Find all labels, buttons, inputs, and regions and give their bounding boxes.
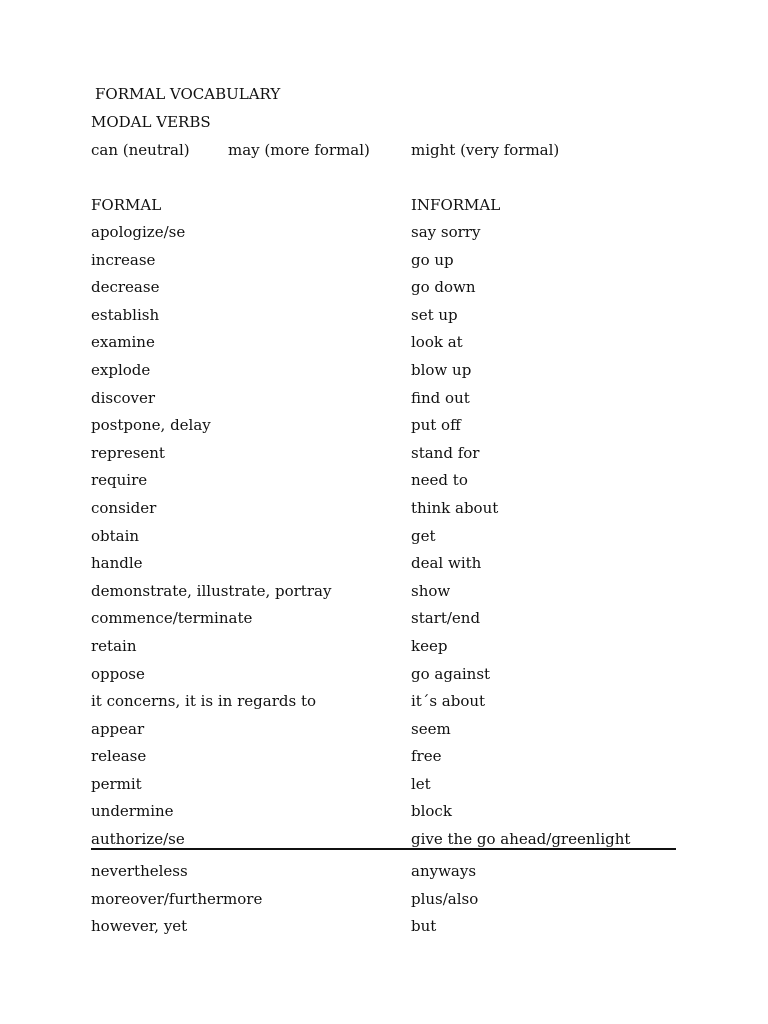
formal-term: increase (91, 250, 156, 269)
vocabulary-row (0, 916, 768, 944)
vocabulary-row (0, 415, 768, 443)
informal-term: keep (411, 636, 448, 655)
vocabulary-row (0, 664, 768, 692)
formal-term: handle (91, 554, 143, 573)
vocabulary-row (0, 360, 768, 388)
informal-term: go against (411, 664, 491, 683)
informal-term: set up (411, 305, 458, 324)
formal-term: oppose (91, 664, 145, 683)
modal-verbs-heading: MODAL VERBS (91, 113, 211, 131)
formal-term: however, yet (91, 917, 188, 936)
formal-term: nevertheless (91, 862, 188, 880)
document-title: FORMAL VOCABULARY (95, 85, 281, 103)
formal-term: discover (91, 388, 156, 407)
informal-column-header: INFORMAL (411, 196, 501, 214)
formal-term: obtain (91, 526, 140, 545)
informal-term: plus/also (411, 889, 479, 908)
informal-term: but (411, 917, 437, 936)
vocabulary-row (0, 332, 768, 360)
informal-term: start/end (411, 609, 481, 628)
informal-term: get (411, 526, 436, 545)
formal-term: commence/terminate (91, 609, 253, 628)
formal-term: authorize/se (91, 830, 185, 849)
column-headers (0, 195, 768, 215)
vocabulary-row (0, 719, 768, 747)
vocabulary-row (0, 553, 768, 581)
formal-term: it concerns, it is in regards to (91, 692, 316, 711)
formal-term: decrease (91, 278, 160, 297)
informal-term: seem (411, 719, 451, 738)
vocabulary-row (0, 774, 768, 802)
vocabulary-row (0, 305, 768, 333)
informal-term: block (411, 802, 452, 821)
informal-term: give the go ahead/greenlight (411, 830, 631, 849)
formal-term: represent (91, 443, 165, 462)
formal-term: undermine (91, 802, 174, 821)
formal-term: postpone, delay (91, 416, 211, 435)
vocabulary-row (0, 636, 768, 664)
vocabulary-row (0, 746, 768, 774)
vocabulary-row (0, 222, 768, 250)
vocabulary-row (0, 470, 768, 498)
vocabulary-row (0, 829, 768, 857)
vocabulary-row (0, 443, 768, 471)
formal-column-header: FORMAL (91, 196, 162, 214)
formal-term: require (91, 471, 148, 490)
informal-term: say sorry (411, 223, 481, 241)
informal-term: put off (411, 416, 461, 435)
formal-term: permit (91, 774, 142, 793)
modal-verb-very-formal: might (very formal) (411, 141, 560, 159)
informal-term: look at (411, 333, 463, 352)
formal-term: appear (91, 719, 145, 738)
divider-line (91, 848, 676, 850)
formal-term: demonstrate, illustrate, portray (91, 581, 332, 600)
modal-verbs-row (0, 140, 768, 160)
informal-term: it´s about (411, 692, 486, 711)
formal-term: consider (91, 498, 157, 517)
vocabulary-row (0, 250, 768, 278)
vocabulary-row (0, 861, 768, 889)
informal-term: blow up (411, 360, 472, 379)
informal-term: go up (411, 250, 454, 269)
informal-term: free (411, 747, 442, 766)
formal-term: explode (91, 360, 151, 379)
vocabulary-list (0, 222, 768, 857)
connectors-list (0, 861, 768, 944)
vocabulary-row (0, 277, 768, 305)
formal-term: apologize/se (91, 223, 186, 241)
modal-verb-more-formal: may (more formal) (228, 141, 370, 159)
vocabulary-row (0, 526, 768, 554)
informal-term: need to (411, 471, 468, 490)
formal-term: retain (91, 636, 137, 655)
vocabulary-row (0, 581, 768, 609)
vocabulary-row (0, 608, 768, 636)
formal-term: examine (91, 333, 155, 352)
formal-term: release (91, 747, 147, 766)
informal-term: stand for (411, 443, 480, 462)
informal-term: deal with (411, 554, 482, 573)
vocabulary-row (0, 801, 768, 829)
vocabulary-row (0, 889, 768, 917)
vocabulary-row (0, 498, 768, 526)
informal-term: think about (411, 498, 499, 517)
informal-term: find out (411, 388, 470, 407)
vocabulary-row (0, 388, 768, 416)
vocabulary-row (0, 691, 768, 719)
formal-term: establish (91, 305, 160, 324)
formal-term: moreover/furthermore (91, 889, 263, 908)
informal-term: go down (411, 278, 476, 297)
informal-term: let (411, 774, 431, 793)
informal-term: show (411, 581, 451, 600)
informal-term: anyways (411, 862, 477, 880)
modal-verb-neutral: can (neutral) (91, 141, 190, 159)
